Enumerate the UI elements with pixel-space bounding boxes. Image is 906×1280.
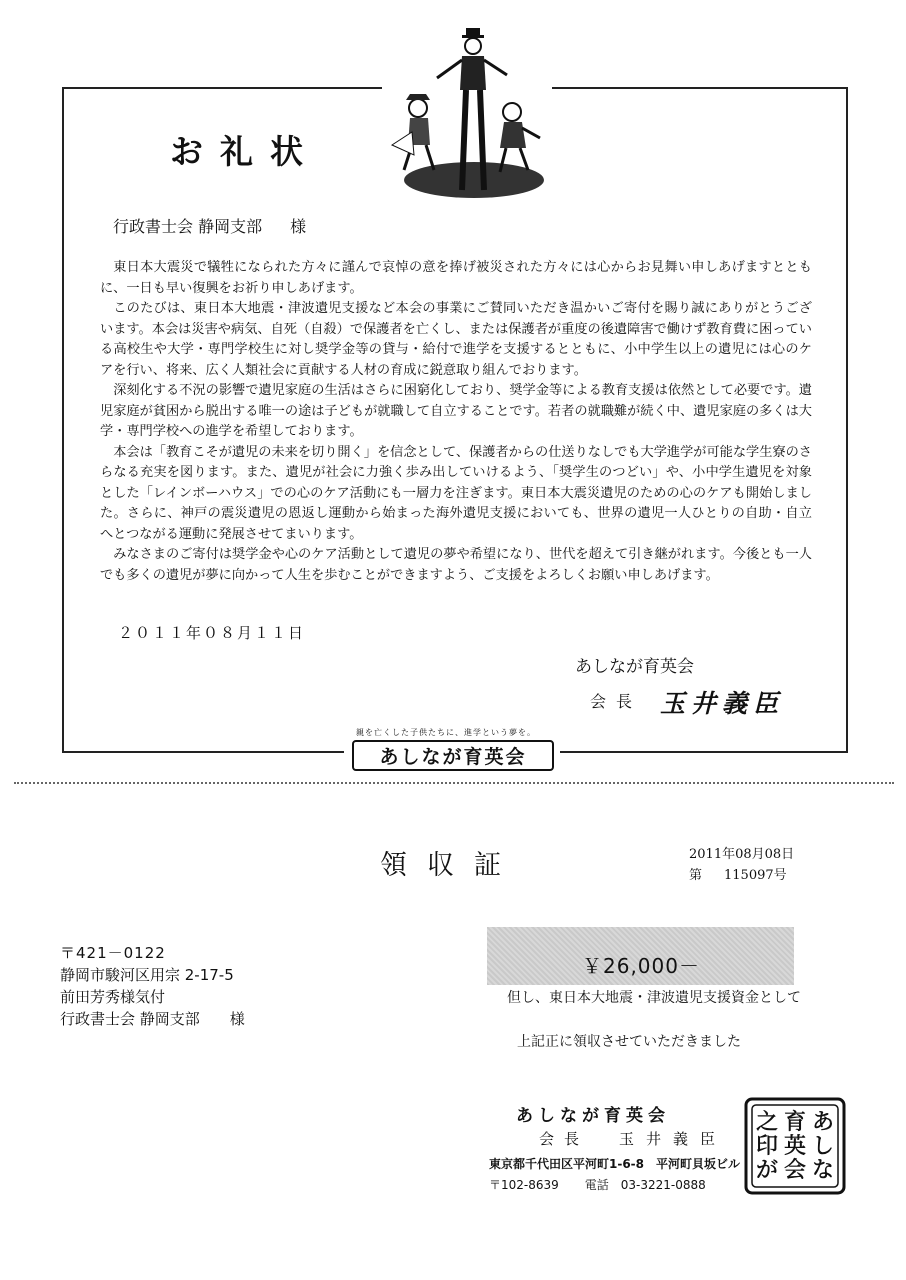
letter-title: お礼状 — [170, 132, 320, 171]
svg-text:あ: あ — [811, 1110, 835, 1135]
receipt-date: 2011年08月08日 — [689, 847, 795, 862]
ashinaga-logo — [352, 740, 554, 771]
svg-text:育: 育 — [783, 1110, 807, 1135]
letter-frame-bottom-left — [62, 751, 344, 753]
svg-text:之: 之 — [755, 1110, 779, 1135]
receipt-chair — [539, 1128, 727, 1149]
cut-line-divider — [14, 782, 894, 784]
receipt-title: 領収証 — [380, 850, 521, 881]
letter-signature: 玉井義臣 — [660, 689, 785, 718]
letter-org: あしなが育英会 — [575, 657, 694, 677]
letter-frame-top-right — [552, 87, 848, 89]
address-postal: 〒421－0122 — [60, 944, 166, 962]
recipient-name: 行政書士会 静岡支部 — [113, 217, 263, 236]
logo-tagline: 親を亡くした子供たちに、進学という夢を。 — [356, 728, 536, 737]
receipt-org-tel: 電話 03-3221-0888 — [584, 1178, 706, 1192]
letter-body — [100, 258, 812, 586]
svg-text:が: が — [755, 1158, 779, 1183]
receipt-org-postal: 〒102-8639 — [489, 1178, 559, 1192]
receipt-chair-name: 玉井義臣 — [619, 1130, 728, 1148]
recipient-suffix: 様 — [290, 217, 307, 236]
letter-date: ２０１１年０８月１１日 — [118, 624, 306, 642]
letter-paragraph: 東日本大震災で犠牲になられた方々に謹んで哀悼の意を捧げ被災された方々には心からお見舞い申しあげますとともに、一日も早い復興をお祈り申しあげます。 — [100, 260, 812, 296]
address-line2: 前田芳秀様気付 — [60, 988, 166, 1006]
svg-text:英: 英 — [783, 1134, 807, 1159]
organization-seal — [743, 1096, 847, 1196]
receipt-org-address: 東京都千代田区平河町1-6-8 平河町貝坂ビル — [489, 1157, 741, 1171]
receipt-amount: ￥26,000－ — [582, 954, 700, 978]
letter-frame-top-left — [62, 87, 382, 89]
address-line1: 静岡市駿河区用宗 2-17-5 — [60, 966, 234, 984]
stilt-walker-illustration — [382, 20, 552, 200]
svg-text:会: 会 — [783, 1158, 807, 1183]
receipt-chair-title: 会長 — [539, 1130, 590, 1148]
letter-paragraph: 深刻化する不況の影響で遺児家庭の生活はさらに困窮化しており、奨学金等による教育支援は依然として必要です。遺児家庭が貧困から脱出する唯一の途は子どもが就職して自立することです。若者の就職難が続く中、遺児家庭の多くは大学・専門学校への進学を希望しております。 — [100, 383, 812, 439]
svg-text:な: な — [811, 1158, 835, 1183]
letter-recipient — [113, 214, 306, 237]
address-suffix: 様 — [229, 1010, 245, 1028]
letter-paragraph: 本会は「教育こそが遺児の未来を切り開く」を信念として、保護者からの仕送りなしでも大学進学が可能な学生寮のさらなる充実を図ります。また、遺児が社会に力強く歩み出していけるよう、「奨学生のつどい」や、小中学生遺児を対象とした「レインボーハウス」での心のケア活動にも一層力を注ぎます。東日本大震災遺児のための心のケアも開始しました。さらに、神戸の震災遺児の恩返し運動から始まった海外遺児支援においても、世界の遺児一人ひとりの自助・自立へとつながる運動に発展させてまいります。 — [100, 444, 812, 542]
svg-text:印: 印 — [755, 1134, 779, 1159]
letter-frame-bottom-right — [560, 751, 848, 753]
receipt-purpose: 但し、東日本大地震・津波遺児支援資金として — [507, 990, 801, 1006]
receipt-org: あしなが育英会 — [516, 1106, 670, 1126]
address-recipient: 行政書士会 静岡支部 — [60, 1010, 200, 1028]
letter-paragraph: このたびは、東日本大地震・津波遺児支援など本会の事業にご賛同いただき温かいご寄付を賜り誠にありがとうございます。本会は災害や病気、自死（自殺）で保護者を亡くし、または保護者が重度の後遺障害で働けず教育費に困っている高校生や大学・専門学校生に対し奨学金等の貸与・給付で進学を支援するとともに、小中学生以上の遺児には心のケアを行い、将来、広く人類社会に貢献する人材の育成に鋭意取り組んでおります。 — [100, 301, 812, 378]
letter-chair-title: 会長 — [590, 692, 643, 711]
letter-frame-left — [62, 87, 64, 752]
receipt-org-contact — [489, 1176, 706, 1193]
svg-text:し: し — [811, 1134, 835, 1159]
logo-text: あしなが育英会 — [379, 746, 527, 768]
receipt-number-value: 115097号 — [724, 868, 787, 883]
receipt-number — [689, 864, 787, 883]
receipt-number-label: 第 — [689, 868, 703, 883]
receipt-received-text: 上記正に領収させていただきました — [517, 1034, 741, 1050]
letter-paragraph: みなさまのご寄付は奨学金や心のケア活動として遺児の夢や希望になり、世代を超えて引き継がれます。今後とも一人でも多くの遺児が夢に向かって人生を歩むことができますよう、ご支援をよろしくお願い申しあげます。 — [100, 547, 812, 583]
letter-frame-right — [846, 87, 848, 752]
address-line3 — [60, 1008, 245, 1029]
